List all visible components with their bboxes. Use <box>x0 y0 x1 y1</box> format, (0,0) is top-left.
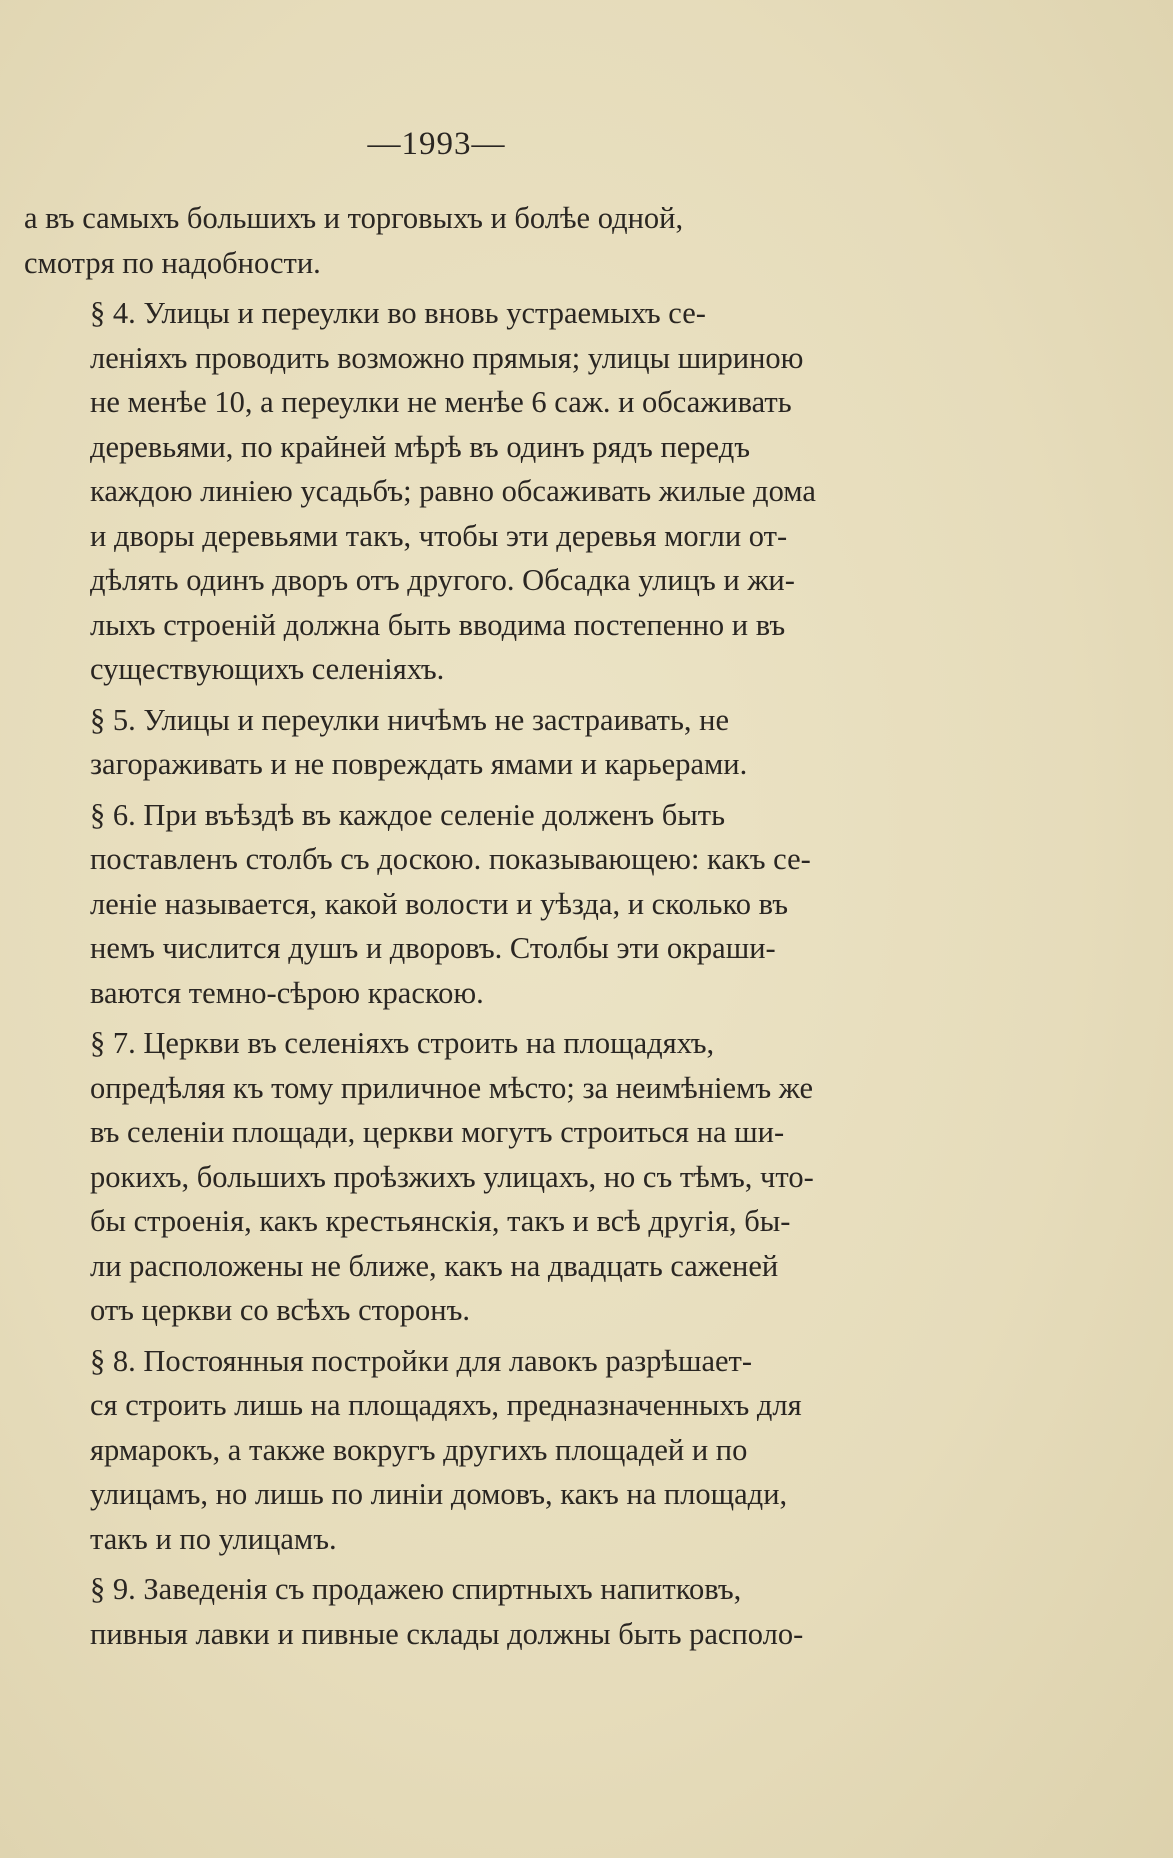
text-line: леніе называется, какой волости и уѣзда, и сколько въ <box>90 886 789 921</box>
text-line: смотря по надобности. <box>24 245 321 280</box>
text-line: а въ самыхъ большихъ и торговыхъ и болѣе одной, <box>24 201 684 235</box>
text-line: такъ и по улицамъ. <box>90 1521 337 1556</box>
text-line: поставленъ столбъ съ доскою. показывающею: какъ се- <box>90 842 811 876</box>
text-line: § 4. Улицы и переулки во вновь устраемыхъ се- <box>90 296 706 330</box>
text-line: и дворы деревьями такъ, чтобы эти деревья могли от- <box>90 518 788 553</box>
paragraph-section-9 <box>24 1567 930 1656</box>
text-line: пивныя лавки и пивные склады должны быть располо- <box>90 1616 804 1651</box>
text-line: леніяхъ проводить возможно прямыя; улицы шириною <box>90 340 804 375</box>
paragraph-continuation <box>24 196 930 285</box>
text-line: ли расположены не ближе, какъ на двадцать саженей <box>90 1248 779 1283</box>
paragraph-section-4 <box>24 291 930 692</box>
text-line: бы строенія, какъ крестьянскія, такъ и всѣ другія, бы- <box>90 1204 791 1238</box>
paragraph-section-7 <box>24 1021 930 1333</box>
text-line: каждою линіею усадьбъ; равно обсаживать жилые дома <box>90 474 816 508</box>
paragraph-section-5 <box>24 698 930 787</box>
text-line: § 9. Заведенія съ продажею спиртныхъ напитковъ, <box>90 1572 742 1606</box>
text-line: § 6. При въѣздѣ въ каждое селеніе долженъ быть <box>90 797 726 832</box>
text-line: загораживать и не повреждать ямами и карьерами. <box>90 747 748 781</box>
text-line: не менѣе 10, а переулки не менѣе 6 саж. и обсаживать <box>90 385 792 419</box>
text-line: ваются темно-сѣрою краскою. <box>90 975 484 1010</box>
text-line: рокихъ, большихъ проѣзжихъ улицахъ, но съ тѣмъ, что- <box>90 1159 814 1194</box>
text-line: въ селеніи площади, церкви могутъ строиться на ши- <box>90 1115 785 1149</box>
text-line: опредѣляя къ тому приличное мѣсто; за неимѣніемъ же <box>90 1070 813 1105</box>
text-line: дѣлять одинъ дворъ отъ другого. Обсадка улицъ и жи- <box>90 563 795 597</box>
text-line: существующихъ селеніяхъ. <box>90 652 445 686</box>
page-number: —1993— <box>367 126 506 162</box>
paragraph-section-6 <box>24 793 930 1016</box>
text-line: лыхъ строеній должна быть вводима постепенно и въ <box>90 607 786 642</box>
text-line: § 5. Улицы и переулки ничѣмъ не застраивать, не <box>90 702 729 737</box>
text-line: ярмарокъ, а также вокругъ другихъ площадей и по <box>90 1432 748 1467</box>
text-line: деревьями, по крайней мѣрѣ въ одинъ рядъ передъ <box>90 429 750 464</box>
body-text <box>24 196 930 1656</box>
text-line: § 7. Церкви въ селеніяхъ строить на площадяхъ, <box>90 1026 715 1060</box>
text-line: улицамъ, но лишь по линіи домовъ, какъ на площади, <box>90 1477 788 1511</box>
text-line: отъ церкви со всѣхъ сторонъ. <box>90 1293 470 1327</box>
text-line: немъ числится душъ и дворовъ. Столбы эти окраши- <box>90 931 776 965</box>
text-line: ся строить лишь на площадяхъ, предназначенныхъ для <box>90 1388 802 1422</box>
text-line: § 8. Постоянныя постройки для лавокъ разрѣшает- <box>90 1343 753 1378</box>
paragraph-section-8 <box>24 1339 930 1562</box>
